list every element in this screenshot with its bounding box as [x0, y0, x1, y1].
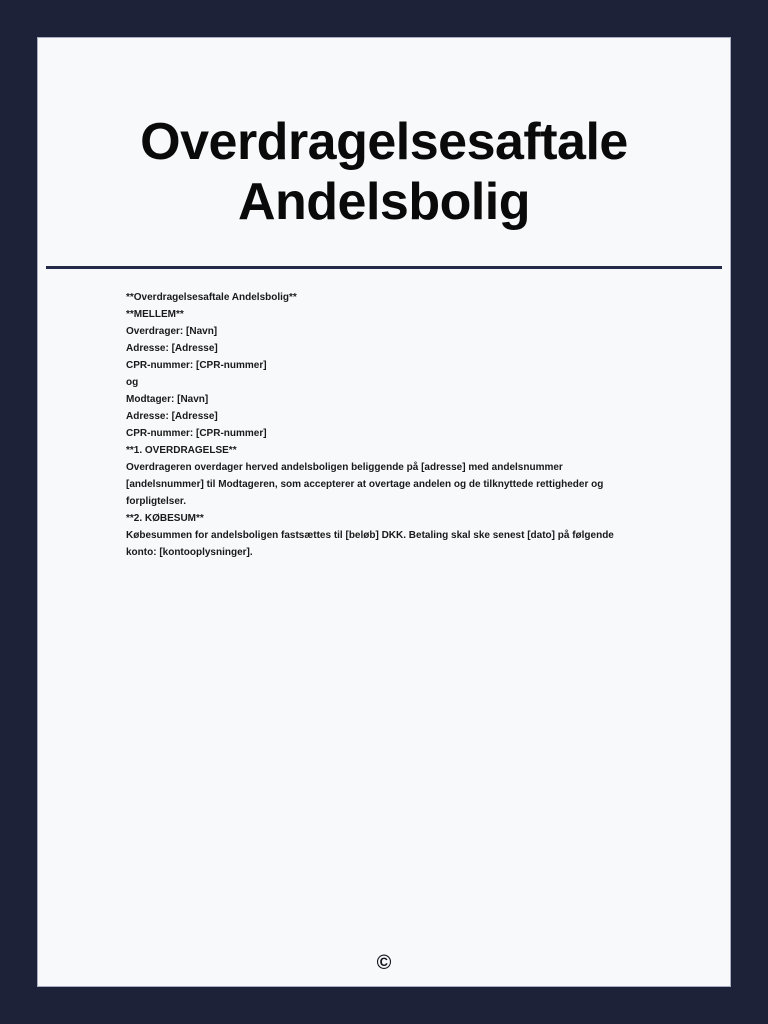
copyright-icon: ©	[376, 952, 392, 974]
recipient-name: Modtager: [Navn]	[126, 394, 209, 405]
section2-text: Købesummen for andelsboligen fastsættes til [beløb] DKK. Betaling skal ske senest [dato] på følgende konto: [kontooplysninger].	[126, 530, 614, 558]
section1-heading: **1. OVERDRAGELSE**	[126, 445, 237, 456]
page-title-line2: Andelsbolig	[237, 173, 531, 231]
document-body	[38, 289, 730, 561]
transferor-cpr: CPR-nummer: [CPR-nummer]	[126, 360, 267, 371]
between-label: **MELLEM**	[126, 309, 184, 320]
section1-text: Overdrageren overdager herved andelsboligen beliggende på [adresse] med andelsnummer [andelsnummer] til Modtageren, som accepterer at overtage andelen og de tilknyttede rettigheder og forpligtelser.	[126, 462, 604, 507]
transferor-name: Overdrager: [Navn]	[126, 326, 218, 337]
page-footer	[38, 953, 730, 973]
doc-heading: **Overdragelsesaftale Andelsbolig**	[126, 292, 297, 303]
document-page	[37, 37, 731, 987]
page-title	[38, 112, 730, 232]
recipient-cpr: CPR-nummer: [CPR-nummer]	[126, 428, 267, 439]
transferor-address: Adresse: [Adresse]	[126, 343, 218, 354]
title-divider	[46, 266, 722, 269]
section2-heading: **2. KØBESUM**	[126, 513, 204, 524]
conjunction-og: og	[126, 377, 139, 388]
page-title-line1: Overdragelsesaftale	[140, 113, 628, 171]
recipient-address: Adresse: [Adresse]	[126, 411, 218, 422]
